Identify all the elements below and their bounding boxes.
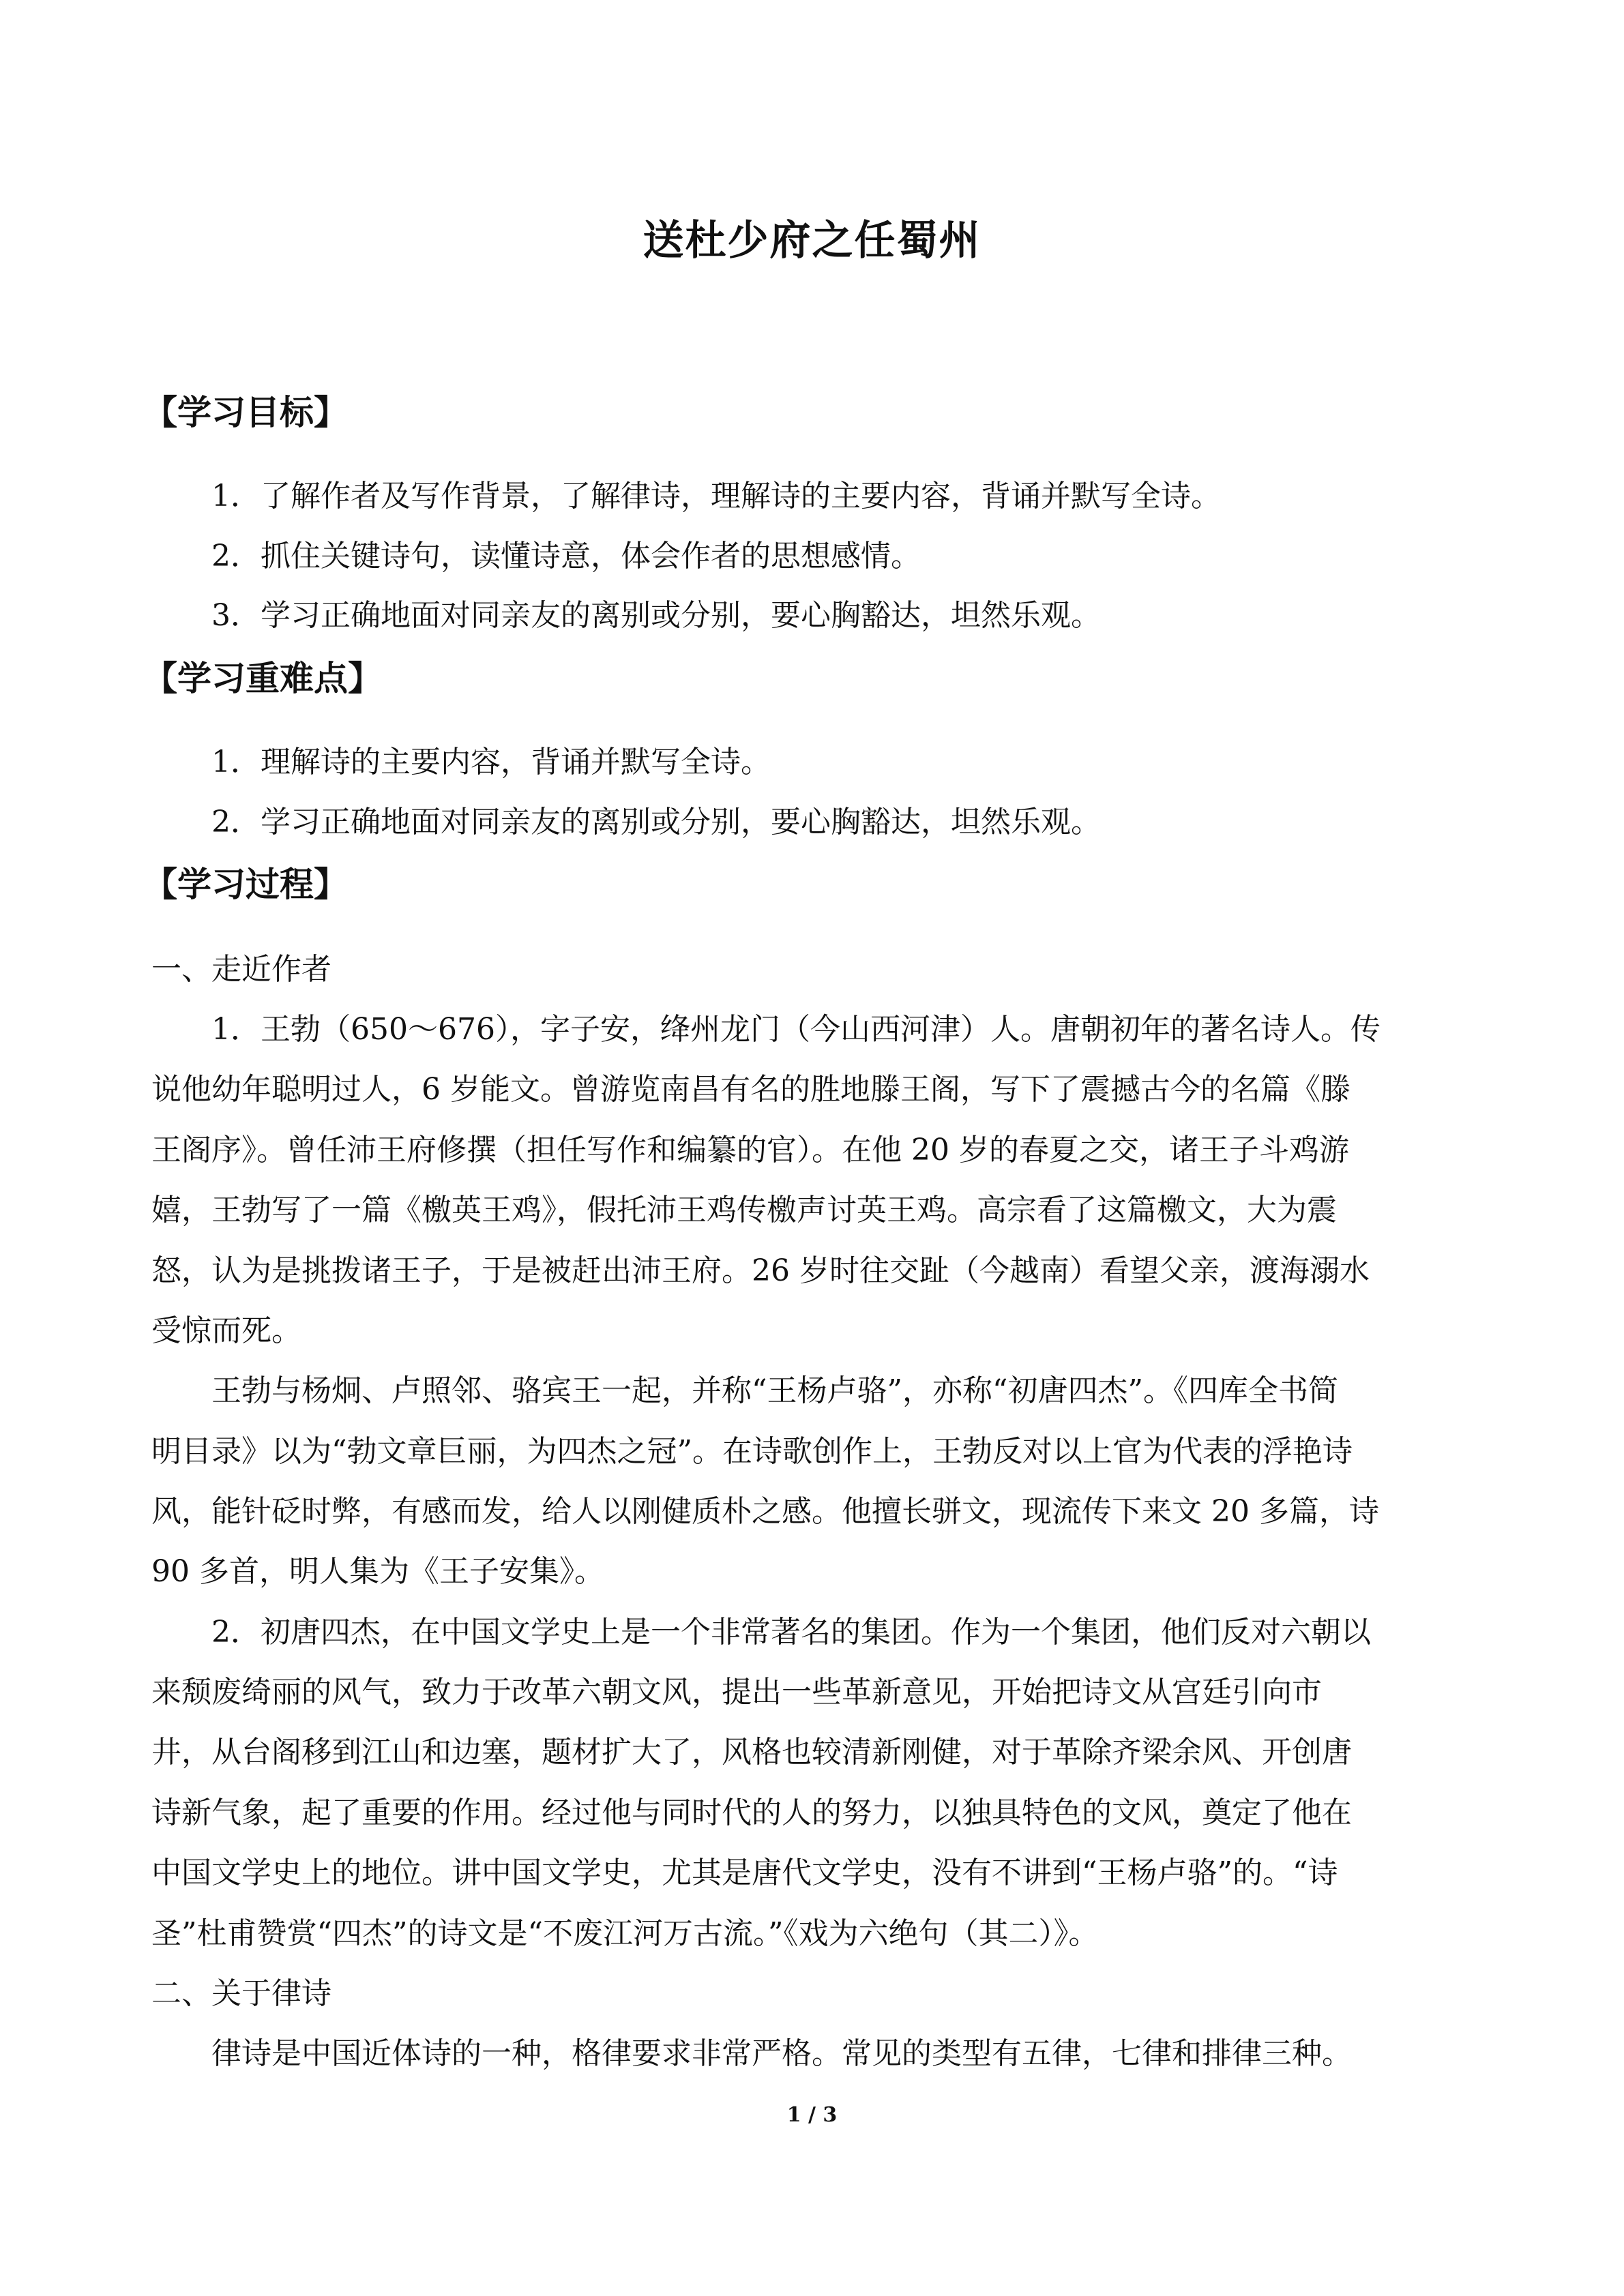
para-line: 怒，认为是挑拨诸王子，于是被赶出沛王府。26 岁时往交趾（今越南）看望父亲，渡海溺水 (151, 1253, 1370, 1288)
para-line: 说他幼年聪明过人，6 岁能文。曾游览南昌有名的胜地滕王阁，写下了震撼古今的名篇《滕 (151, 1072, 1350, 1107)
para-line: 诗新气象，起了重要的作用。经过他与同时代的人的努力，以独具特色的文风，奠定了他在 (151, 1795, 1352, 1830)
para-line: 2．初唐四杰，在中国文学史上是一个非常著名的集团。作为一个集团，他们反对六朝以 (211, 1615, 1371, 1650)
para-line: 王阁序》。曾任沛王府修撰（担任写作和编纂的官）。在他 20 岁的春夏之交，诸王子斗鸡游 (151, 1133, 1349, 1167)
para-line: 井，从台阁移到江山和边塞，题材扩大了，风格也较清新刚健，对于革除齐梁余风、开创唐 (151, 1735, 1352, 1770)
para-line: 律诗是中国近体诗的一种，格律要求非常严格。常见的类型有五律，七律和排律三种。 (211, 2036, 1352, 2071)
subsection-heading-author: 一、走近作者 (151, 952, 331, 987)
para-line: 来颓废绮丽的风气，致力于改革六朝文风，提出一些革新意见，开始把诗文从宫廷引向市 (151, 1675, 1322, 1710)
section-heading-process: 【学习过程】 (143, 865, 348, 904)
section-heading-key-points: 【学习重难点】 (143, 659, 382, 698)
para-line: 风，能针砭时弊，有感而发，给人以刚健质朴之感。他擅长骈文，现流传下来文 20 多篇，诗 (151, 1494, 1379, 1529)
para-line: 受惊而死。 (151, 1313, 301, 1348)
subsection-heading-regulated-verse: 二、关于律诗 (151, 1976, 331, 2011)
key-point-item: 1．理解诗的主要内容，背诵并默写全诗。 (211, 745, 771, 779)
para-line: 1．王勃（650～676），字子安，绛州龙门（今山西河津）人。唐朝初年的著名诗人。传 (211, 1012, 1381, 1047)
para-line: 嬉，王勃写了一篇《檄英王鸡》，假托沛王鸡传檄声讨英王鸡。高宗看了这篇檄文，大为震 (151, 1193, 1337, 1227)
para-line: 90 多首，明人集为《王子安集》。 (151, 1554, 604, 1589)
para-line: 中国文学史上的地位。讲中国文学史，尤其是唐代文学史，没有不讲到“王杨卢骆”的。“诗 (151, 1855, 1338, 1890)
goal-item: 1．了解作者及写作背景，了解律诗，理解诗的主要内容，背诵并默写全诗。 (211, 479, 1221, 513)
goal-item: 3．学习正确地面对同亲友的离别或分别，要心胸豁达，坦然乐观。 (211, 598, 1101, 633)
key-point-item: 2．学习正确地面对同亲友的离别或分别，要心胸豁达，坦然乐观。 (211, 805, 1101, 839)
para-line: 明目录》以为“勃文章巨丽，为四杰之冠”。在诗歌创作上，王勃反对以上官为代表的浮艳诗 (151, 1434, 1353, 1469)
goal-item: 2．抓住关键诗句，读懂诗意，体会作者的思想感情。 (211, 539, 921, 573)
para-line: 王勃与杨炯、卢照邻、骆宾王一起，并称“王杨卢骆”，亦称“初唐四杰”。《四库全书简 (211, 1373, 1338, 1408)
section-heading-goals: 【学习目标】 (143, 393, 348, 432)
page-number: 1 / 3 (786, 2103, 838, 2127)
para-line: 圣”杜甫赞赏“四杰”的诗文是“不废江河万古流。”《戏为六绝句（其二）》。 (151, 1916, 1099, 1951)
document-title: 送杜少府之任蜀州 (643, 217, 981, 265)
